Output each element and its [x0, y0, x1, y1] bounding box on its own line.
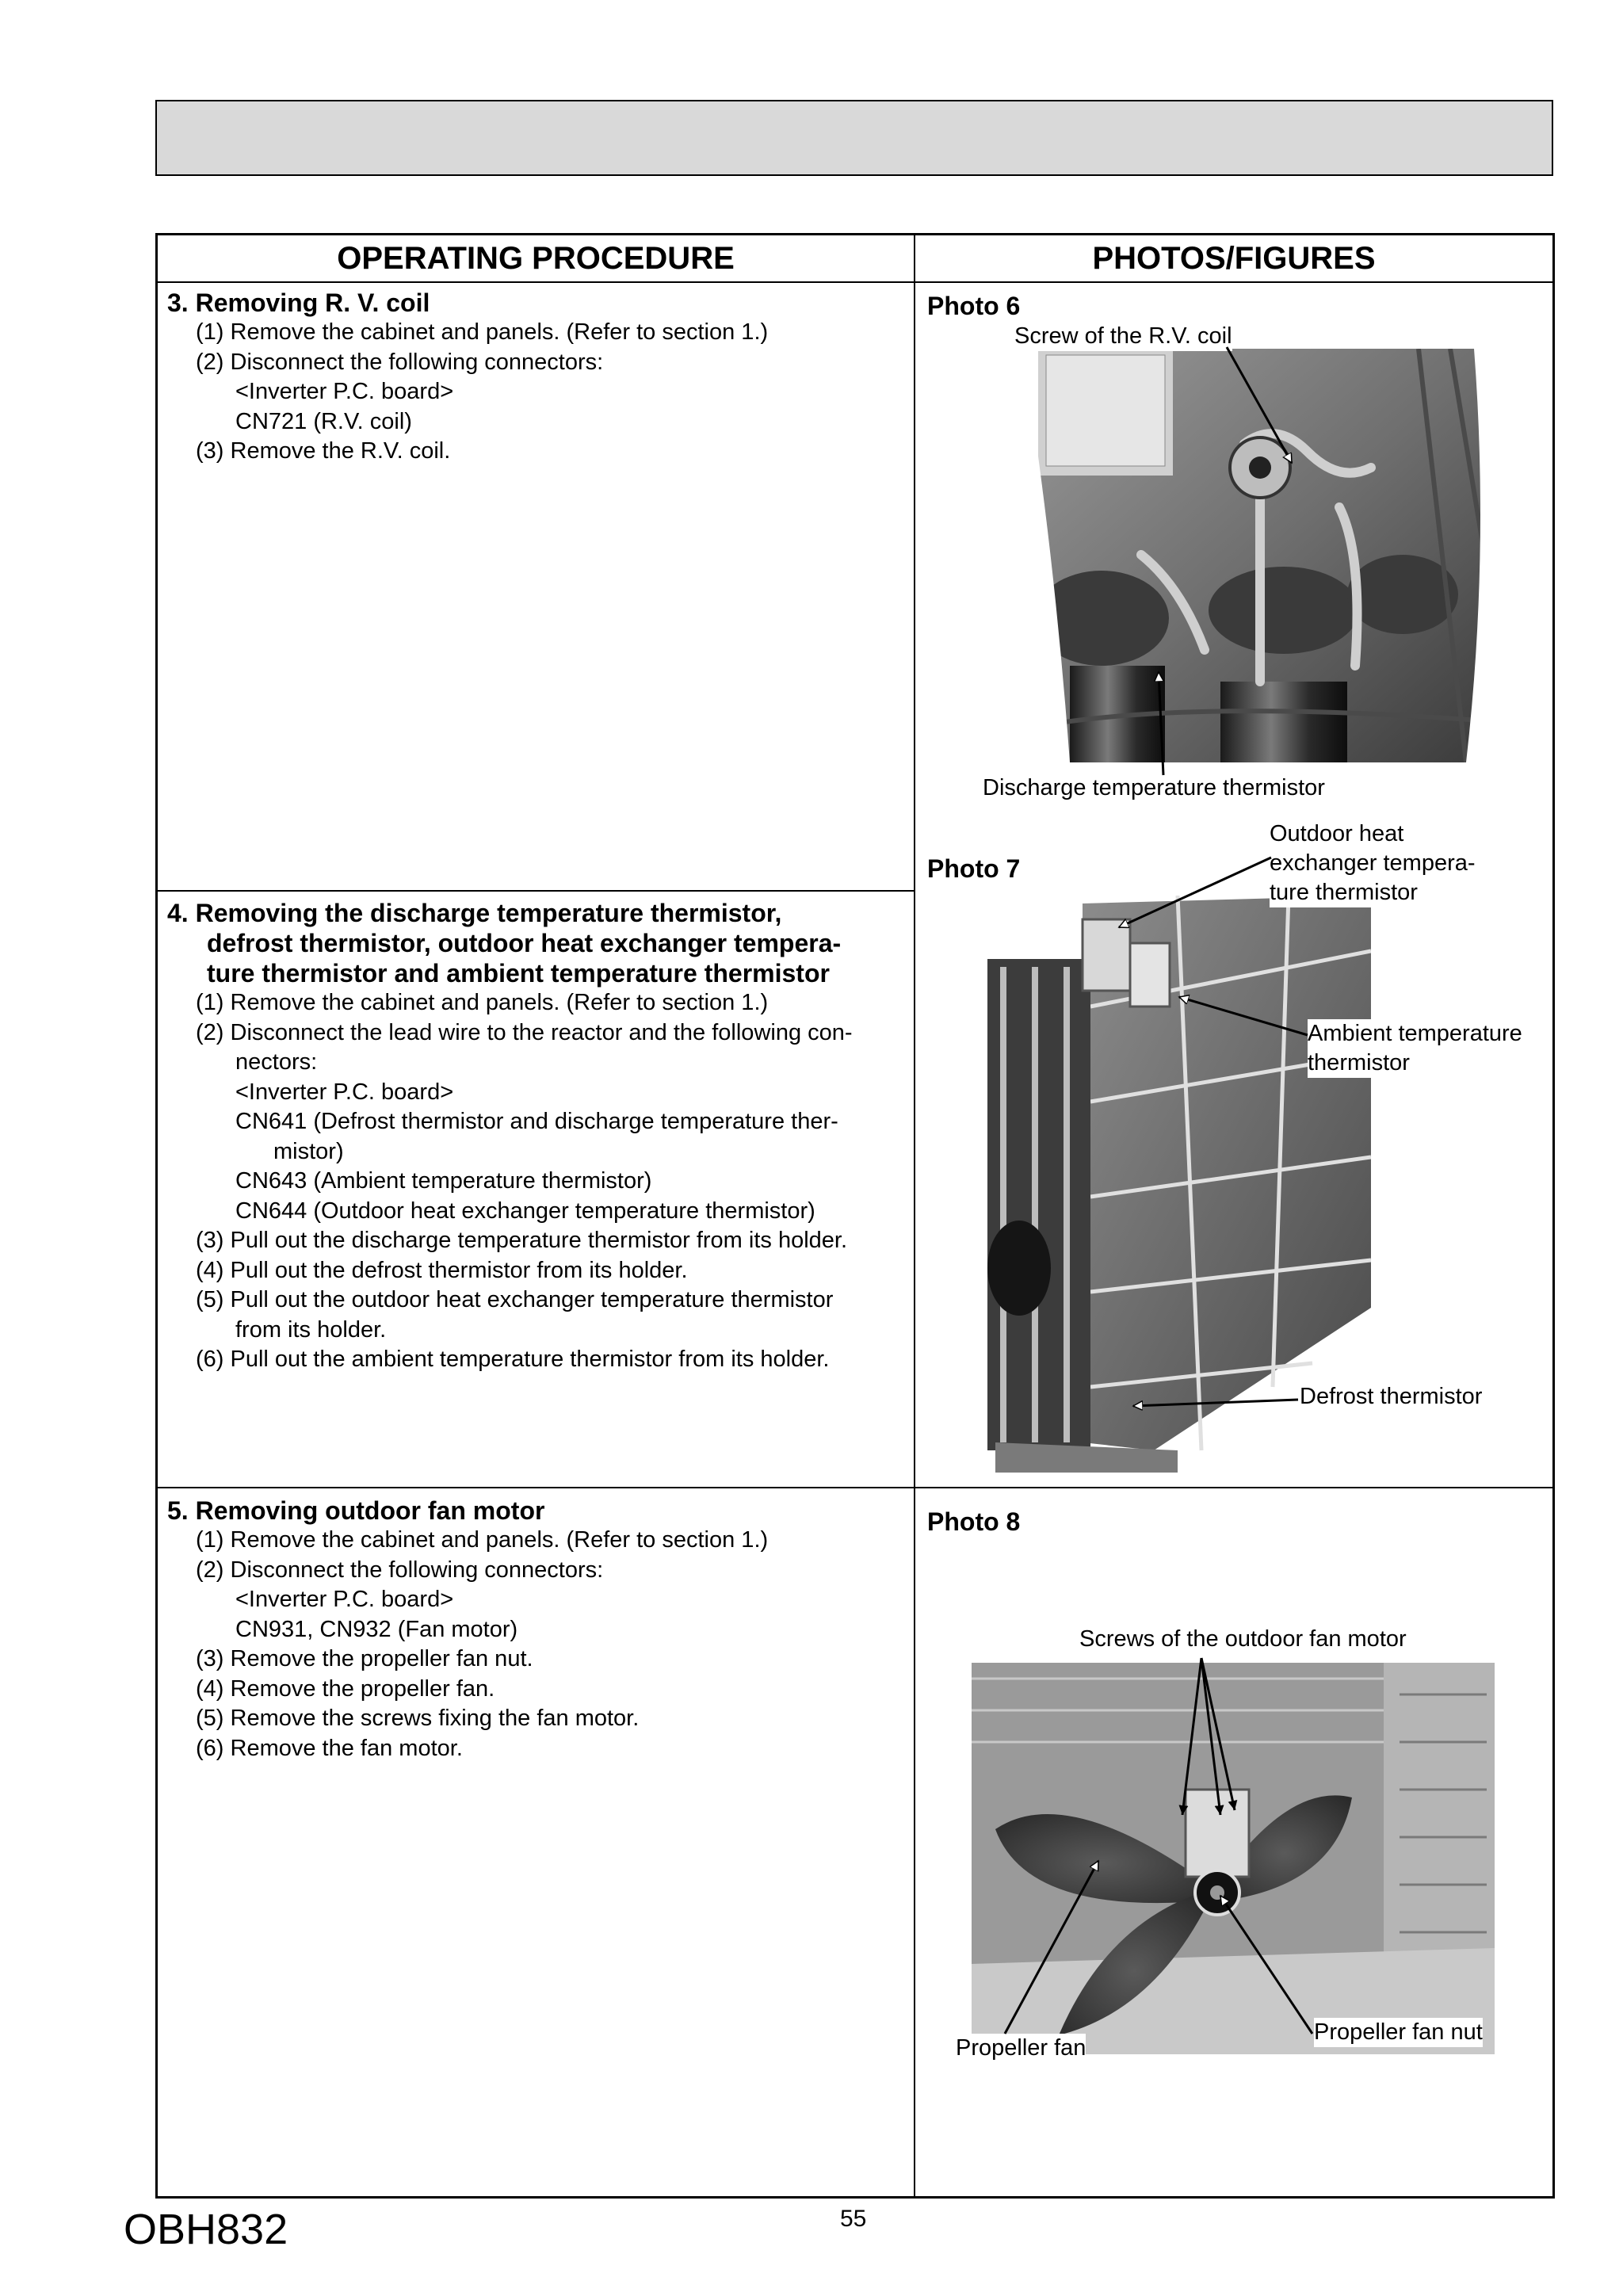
- photo6-illustration: [1022, 349, 1490, 762]
- section5-board: <Inverter P.C. board>: [235, 1587, 454, 1612]
- photo8-illustration: [972, 1663, 1495, 2054]
- section5-step-5: (5) Remove the screws fixing the fan motor.: [196, 1706, 640, 1731]
- section5-procedure: [167, 1496, 912, 1763]
- photo7-defrost-label: Defrost thermistor: [1300, 1382, 1482, 1412]
- photo7-outdoor-heat-line-2: exchanger tempera-: [1270, 850, 1476, 876]
- section3-step-1: (1) Remove the cabinet and panels. (Refer to section 1.): [196, 319, 769, 345]
- photo7-ambient-label: [1308, 1019, 1522, 1078]
- page-number: 55: [840, 2206, 867, 2232]
- photo7-title: Photo 7: [927, 854, 1021, 883]
- section5-step-6: (6) Remove the fan motor.: [196, 1735, 463, 1761]
- section4-title-line-3: ture thermistor and ambient temperature thermistor: [207, 959, 830, 988]
- section4-step-5-cont: from its holder.: [235, 1316, 387, 1343]
- section5-title: 5. Removing outdoor fan motor: [167, 1496, 545, 1525]
- section5-step-1: (1) Remove the cabinet and panels. (Refer to section 1.): [196, 1527, 769, 1553]
- section4-divider: [158, 1487, 1552, 1488]
- section4-title: [167, 898, 912, 988]
- model-code: OBH832: [124, 2206, 288, 2253]
- header-bar: [155, 100, 1553, 176]
- photo8-title: Photo 8: [927, 1507, 1021, 1536]
- column-divider: [914, 235, 915, 2196]
- section4-step-1: (1) Remove the cabinet and panels. (Refer to section 1.): [196, 990, 769, 1015]
- section4-step-2: (2) Disconnect the lead wire to the reactor and the following con-: [196, 1019, 853, 1045]
- photo7-outdoor-heat-line-3: ture thermistor: [1270, 880, 1418, 905]
- photo7-ambient-line-1: Ambient temperature: [1308, 1021, 1522, 1046]
- section3-procedure: [167, 288, 912, 467]
- photo7-ambient-line-2: thermistor: [1308, 1050, 1410, 1075]
- section5-connector: CN931, CN932 (Fan motor): [235, 1616, 518, 1642]
- photo6-image: [1022, 349, 1490, 762]
- section3-divider: [158, 890, 914, 892]
- header-divider: [158, 281, 1552, 283]
- section4-procedure: [167, 898, 912, 1375]
- section4-board: <Inverter P.C. board>: [235, 1079, 454, 1105]
- photo7-outdoor-heat-label: [1270, 819, 1476, 907]
- section5-step-2: (2) Disconnect the following connectors:: [196, 1557, 604, 1583]
- section4-step-2-cont: nectors:: [235, 1049, 318, 1075]
- section4-title-line-2: defrost thermistor, outdoor heat exchanger tempera-: [207, 929, 842, 957]
- section4-cn641: CN641 (Defrost thermistor and discharge temperature ther-: [235, 1109, 838, 1134]
- section3-title: 3. Removing R. V. coil: [167, 288, 430, 317]
- section3-connector: CN721 (R.V. coil): [235, 408, 412, 434]
- section3-step-3: (3) Remove the R.V. coil.: [196, 438, 451, 464]
- photo8-image: [972, 1663, 1495, 2054]
- photo7-outdoor-heat-line-1: Outdoor heat: [1270, 821, 1404, 846]
- photo8-propeller-nut-label: Propeller fan nut: [1314, 2018, 1483, 2047]
- photo8-propeller-fan-label: Propeller fan: [956, 2034, 1086, 2063]
- section3-board: <Inverter P.C. board>: [235, 379, 454, 404]
- photo6-screw-label: Screw of the R.V. coil: [1014, 322, 1232, 351]
- section4-cn641-cont: mistor): [273, 1138, 344, 1164]
- section4-step-5: (5) Pull out the outdoor heat exchanger temperature thermistor: [196, 1287, 834, 1312]
- section4-step-6: (6) Pull out the ambient temperature thermistor from its holder.: [196, 1347, 830, 1372]
- operating-procedure-heading: OPERATING PROCEDURE: [337, 241, 735, 276]
- section4-cn643: CN643 (Ambient temperature thermistor): [235, 1168, 652, 1194]
- photos-figures-heading: PHOTOS/FIGURES: [1092, 241, 1376, 276]
- section4-step-3: (3) Pull out the discharge temperature thermistor from its holder.: [196, 1228, 848, 1253]
- section4-title-line-1: 4. Removing the discharge temperature thermistor,: [167, 899, 782, 927]
- section3-step-2: (2) Disconnect the following connectors:: [196, 349, 604, 375]
- section4-cn644: CN644 (Outdoor heat exchanger temperature thermistor): [235, 1198, 815, 1224]
- photo6-discharge-label: Discharge temperature thermistor: [983, 774, 1325, 803]
- photo8-screws-label: Screws of the outdoor fan motor: [1079, 1625, 1407, 1654]
- section5-step-4: (4) Remove the propeller fan.: [196, 1675, 495, 1702]
- photo6-title: Photo 6: [927, 292, 1021, 320]
- section4-step-4: (4) Pull out the defrost thermistor from its holder.: [196, 1257, 688, 1283]
- section5-step-3: (3) Remove the propeller fan nut.: [196, 1646, 533, 1671]
